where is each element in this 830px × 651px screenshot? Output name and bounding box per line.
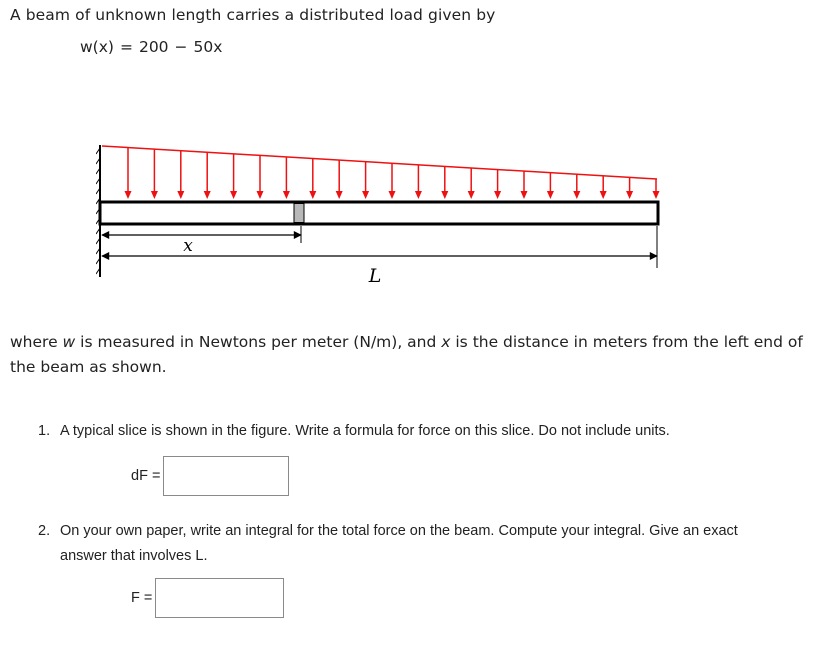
load-arrow: [362, 162, 369, 199]
desc-text-2: is measured in Newtons per meter (N/m), and: [75, 333, 442, 351]
formula-minus: −: [174, 38, 188, 56]
load-arrow: [230, 154, 237, 199]
beam-figure: [96, 140, 666, 290]
load-arrow: [573, 174, 580, 199]
x-label: x: [183, 236, 193, 256]
load-arrow: [468, 168, 475, 199]
answer-1-row: [131, 456, 289, 496]
desc-x-var: x: [441, 333, 451, 351]
desc-text-1: where: [10, 333, 63, 351]
load-arrow: [151, 149, 158, 199]
answer-2-row: [131, 578, 284, 618]
formula-term: 50x: [193, 38, 223, 56]
F-label: F =: [131, 590, 153, 606]
dF-input[interactable]: [163, 456, 289, 496]
load-arrow: [177, 151, 184, 199]
load-arrow: [600, 176, 607, 199]
load-arrow: [389, 163, 396, 199]
desc-w-var: w: [62, 333, 76, 351]
load-top-line: [102, 146, 657, 179]
load-arrow: [441, 166, 448, 199]
load-arrow: [204, 152, 211, 199]
formula-lhs: w(x): [80, 38, 114, 56]
load-arrow: [336, 160, 343, 199]
question-2: [38, 519, 828, 569]
question-1-number: 1.: [38, 423, 51, 439]
formula-equals: =: [119, 38, 133, 56]
L-label: L: [368, 265, 382, 287]
problem-intro: A beam of unknown length carries a distributed load given by: [10, 6, 496, 24]
load-arrow: [415, 165, 422, 199]
F-input[interactable]: [155, 578, 284, 618]
question-2-text-line2: answer that involves L.: [60, 548, 208, 564]
load-arrow: [309, 159, 316, 199]
load-arrow: [494, 170, 501, 199]
question-1-text: A typical slice is shown in the figure. Write a formula for force on this slice. Do not include units.: [60, 423, 670, 439]
beam: [100, 202, 658, 224]
load-arrow: [257, 155, 264, 199]
problem-description: [10, 330, 820, 380]
beam-slice: [294, 204, 304, 223]
desc-text-3: is the distance in meters from the left end of the beam as shown.: [10, 333, 803, 376]
load-arrow: [653, 179, 660, 199]
dF-label: dF =: [131, 468, 161, 484]
load-formula: [80, 38, 222, 56]
formula-constant: 200: [138, 38, 169, 56]
question-2-number: 2.: [38, 523, 51, 539]
load-arrow: [283, 157, 290, 199]
distributed-load: [102, 146, 660, 199]
load-arrow: [626, 177, 633, 199]
load-arrow: [547, 173, 554, 199]
load-arrow: [125, 148, 132, 199]
question-1: [38, 423, 670, 439]
question-2-text-line1: On your own paper, write an integral for the total force on the beam. Compute your integral. Give an exact: [60, 523, 738, 539]
load-arrow: [521, 171, 528, 199]
